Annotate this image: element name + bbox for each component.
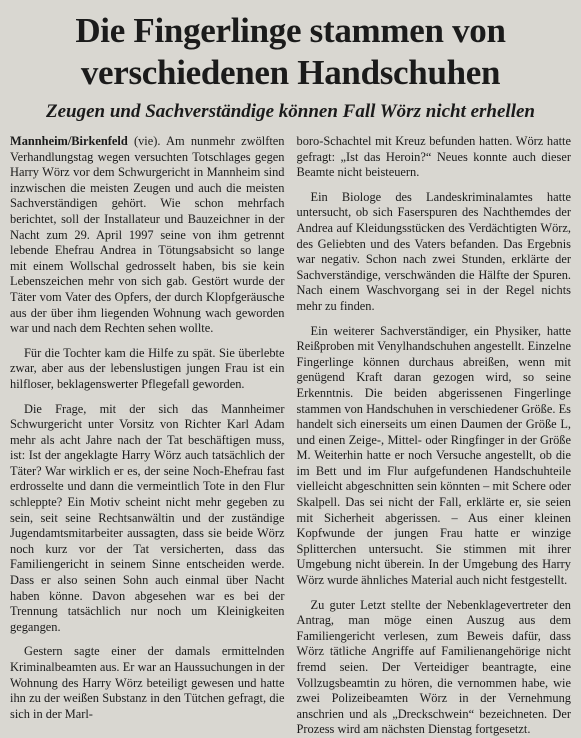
paragraph: Ein Biologe des Landeskriminalamtes hatte untersucht, ob sich Faserspuren des Nachthemdes der Andrea auf Kleidungsstücken des Verdächtigten Wörz, des Geliebten und des Vaters befanden. Das Ergebnis war negativ. Schon nach zwei Stunden, erklärte der Sachverständige, verschwänden die Hälfte der Spuren. Nach einem Waschvorgang sei in der Regel nichts mehr zu finden.	[296, 189, 571, 313]
subheadline: Zeugen und Sachverständige können Fall Wörz nicht erhellen	[46, 101, 535, 122]
paragraph: Für die Tochter kam die Hilfe zu spät. Sie überlebte zwar, aber aus der lebenslustigen jungen Frau ist ein hilfloser, beklagenswerter Pflegefall geworden.	[10, 345, 285, 391]
paragraph: boro-Schachtel mit Kreuz befunden hatten. Wörz hatte gefragt: „Ist das Heroin?“ Neues konnte auch dieser Beamte nicht beisteuern.	[296, 134, 571, 180]
article-body	[10, 134, 571, 737]
paragraph: Zu guter Letzt stellte der Nebenklagevertreter den Antrag, man möge einen Auszug aus dem Familiengericht verlesen, zum Beweis dafür, dass Wörz tätliche Angriffe auf Familienangehörige nicht fremd seien. Der Verteidiger beantragte, eine Vollzugsbeamtin zu hören, die vernommen habe, wie zwei Polizeibeamten Wörz in der Vernehmung anschrien und als „Dreckschwein“ bezeichneten. Der Prozess wird am nächsten Dienstag fortgesetzt.	[296, 597, 571, 737]
paragraph: Die Frage, mit der sich das Mannheimer Schwurgericht unter Vorsitz von Richter Karl Adam mehr als acht Jahre nach der Tat beschäftigen muss, ist: Ist der angeklagte Harry Wörz auch tatsächlich der Täter? War wirklich er es, der seine Noch-Ehefrau fast erdrosselte und dann die vermeintlich Tote in den Flur schleppte? Ein Motiv scheint nicht mehr gegeben zu sein, seit seine Rechtsanwältin und der zuständige Jugendamtsmitarbeiter aussagten, dass sie beide Wörz noch kurz vor der Tat versicherten, dass das Familiengericht in seinem Sinne entscheiden werde. Dass er also seinen Sohn auch einmal über Nacht haben könne. Davon abgesehen war es bei der Trennung tatsächlich nur noch um Kleinigkeiten gegangen.	[10, 401, 285, 634]
right-column	[296, 134, 572, 737]
paragraph	[10, 134, 285, 337]
left-column	[10, 134, 285, 721]
paragraph-text: (vie). Am nunmehr zwölften Verhandlungstag wegen versuchten Totschlages gegen Harry Wörz vor dem Schwurgericht in Mannheim sind inzwischen die meisten Zeugen und auch die meisten Sachverständigen gehört. Wie schon mehrfach berichtet, soll der Installateur und Bauzeichner in der Nacht zum 29. April 1997 seine von ihm getrennt lebende Ehefrau Andrea in Tötungsabsicht so lange mit einem Wollschal gedrosselt haben, bis sie kein Lebenszeichen mehr von sich gab. Gestört wurde der Täter vom Vater des Opfers, der durch Klopfgeräusche aus der über ihm liegenden Wohnung wach geworden war und nach dem Rechten sehen wollte.	[10, 134, 285, 336]
paragraph: Gestern sagte einer der damals ermittelnden Kriminalbeamten aus. Er war an Haussuchungen in der Wohnung des Harry Wörz beteiligt gewesen und hatte ihn zu der weißen Substanz in den Tütchen gefragt, die sich in der Marl-	[10, 644, 285, 721]
dateline: Mannheim/Birkenfeld	[10, 134, 128, 148]
headline: Die Fingerlinge stammen von verschiedenen Handschuhen	[75, 11, 506, 92]
paragraph: Ein weiterer Sachverständiger, ein Physiker, hatte Reißproben mit Venylhandschuhen angestellt. Einzelne Fingerlinge können durchaus abreißen, wenn mit genügend Kraft daran gezogen wird, so seine Erkenntnis. Die beiden abgerissenen Fingerlinge stammen von Handschuhen in verschiedener Größe. Es handelt sich einerseits um einen Daumen der Größe L, und einen Zeige-, Mittel- oder Ringfinger in der Größe M. Weiterhin hatte er noch Versuche angestellt, ob die im Bett und im Flur aufgefundenen Handschuhteile vielleicht abgeschnitten sein könnten – mit Schere oder Skalpell. Das sei nicht der Fall, erklärte er, sie seien mit Sicherheit abgerissen. – Aus einer kleinen Kopfwunde der jungen Frau hatte er winzige Splitterchen untersucht. Sie stimmen mit ihrer Umgebung nicht überein. In der Umgebung des Harry Wörz wurde ähnliches Material auch nicht festgestellt.	[296, 323, 571, 588]
